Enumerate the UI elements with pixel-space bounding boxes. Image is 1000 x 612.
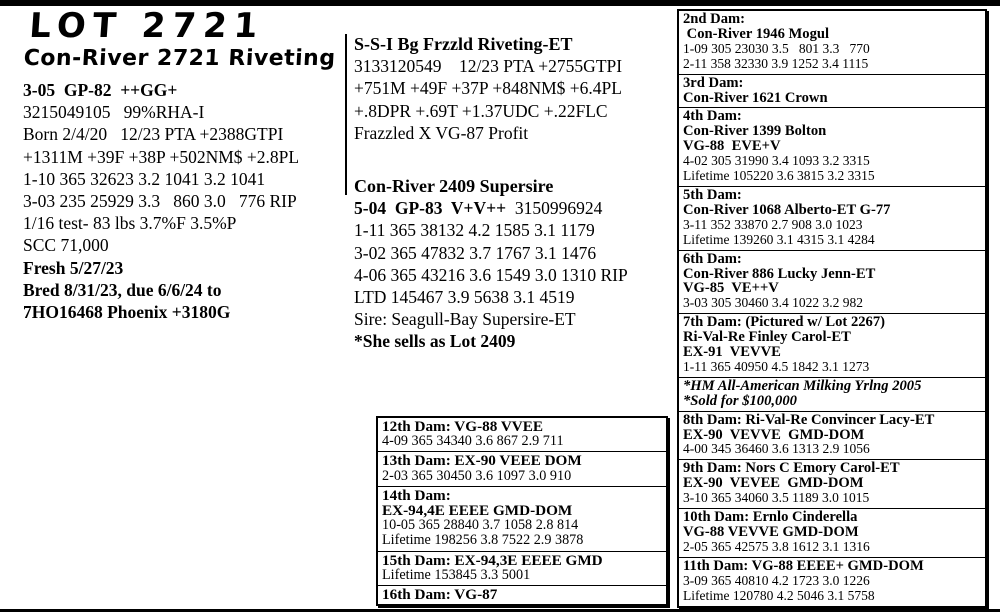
animal-stat-line: 3-03 235 25929 3.3 860 3.0 776 RIP <box>23 191 297 212</box>
dam-entry-heading: 9th Dam: Nors C Emory Carol-ET <box>683 460 900 477</box>
dam-entry-heading: 6th Dam: <box>683 250 742 267</box>
animal-stat-line: 3215049105 99%RHA-I <box>23 102 205 123</box>
dam-entry-heading: 16th Dam: VG-87 <box>382 586 498 604</box>
dam-entry-row <box>378 418 666 452</box>
animal-stat-line: 1/16 test- 83 lbs 3.7%F 3.5%P <box>23 213 237 234</box>
dam-section <box>354 175 672 353</box>
dam-entry-classification: EX-90 VEVVE GMD-DOM <box>683 426 865 443</box>
dam-entry-heading: 5th Dam: <box>683 186 742 203</box>
dam-name-heading: Con-River 2409 Supersire <box>354 176 554 196</box>
dam-entry-row <box>378 552 666 586</box>
dam-stat-line: 3-02 365 47832 3.7 1767 3.1 1476 <box>354 242 597 263</box>
dam-entry-record: 4-09 365 34340 3.6 867 2.9 711 <box>382 433 564 450</box>
animal-stat-line: 1-10 365 32623 3.2 1041 3.2 1041 <box>23 168 266 189</box>
dam-entry-heading: 8th Dam: Ri-Val-Re Convincer Lacy-ET <box>683 411 935 428</box>
dam-entry-row <box>679 509 985 558</box>
sire-pedigree-line: Frazzled X VG-87 Profit <box>354 122 529 143</box>
fresh-date-line: Fresh 5/27/23 <box>23 257 124 278</box>
dam-score-bold: 5-04 GP-83 V+V++ <box>354 198 507 219</box>
sire-name-heading: S-S-I Bg Frzzld Riveting-ET <box>354 34 573 54</box>
maternal-dams-box <box>677 9 987 608</box>
dam-entry-record: 2-03 365 30450 3.6 1097 3.0 910 <box>382 467 572 484</box>
dam-entry-heading: 12th Dam: VG-88 VVEE <box>382 418 544 435</box>
dam-entry-record: 1-09 305 23030 3.5 801 3.3 770 <box>683 40 870 56</box>
extended-dams-box <box>376 416 668 606</box>
dam-entry-classification: EX-90 VEVEE GMD-DOM <box>683 475 864 492</box>
dam-entry-record: Lifetime 198256 3.8 7522 2.9 3878 <box>382 532 584 549</box>
sire-stat-line: 3133120549 12/23 PTA +2755GTPI <box>354 56 623 77</box>
dam-entry-row <box>679 558 985 606</box>
dam-entry-row <box>679 251 985 315</box>
animal-stat-line: SCC 71,000 <box>23 235 109 256</box>
dam-stat-line: 1-11 365 38132 4.2 1585 3.1 1179 <box>354 220 595 241</box>
dam-entry-row <box>679 460 985 509</box>
dam-entry-row <box>679 11 985 75</box>
dam-entry-row <box>679 314 985 378</box>
dam-entry-classification: EX-94,4E EEEE GMD-DOM <box>382 502 573 520</box>
bred-date-line: Bred 8/31/23, due 6/6/24 to <box>23 279 222 300</box>
dam-entry-record: 3-03 305 30460 3.4 1022 3.2 982 <box>683 295 863 311</box>
dam-entry-heading: 11th Dam: VG-88 EEEE+ GMD-DOM <box>683 557 924 574</box>
dam-entry-name: Con-River 1621 Crown <box>683 89 828 106</box>
dam-entry-row <box>679 108 985 187</box>
dam-entry-record: 4-00 345 36460 3.6 1313 2.9 1056 <box>683 441 870 457</box>
sire-stat-line: +751M +49F +37P +848NM$ +6.4PL <box>354 78 622 99</box>
dam-entry-record: 3-11 352 33870 2.7 908 3.0 1023 <box>683 216 863 232</box>
dam-entry-classification: VG-88 EVE+V <box>683 138 781 155</box>
dam-entry-heading: 13th Dam: EX-90 VEEE DOM <box>382 452 582 470</box>
dam-entry-name: Con-River 886 Lucky Jenn-ET <box>683 265 876 282</box>
dam-entry-heading: 7th Dam: (Pictured w/ Lot 2267) <box>683 314 885 331</box>
lot-info-section <box>23 79 343 323</box>
dam-entry-classification: EX-91 VEVVE <box>683 344 781 361</box>
column-divider-rule <box>345 34 347 195</box>
dam-score-line <box>354 197 672 219</box>
dam-entry-row <box>679 412 985 461</box>
dam-entry-record: 2-11 358 32330 3.9 1252 3.4 1115 <box>683 55 869 71</box>
dam-sire-line: Sire: Seagull-Bay Supersire-ET <box>354 309 576 330</box>
dam-entry-row <box>378 452 666 486</box>
dam-entry-heading: 15th Dam: EX-94,3E EEEE GMD <box>382 551 603 569</box>
lot-number-title: LOT 2721 <box>28 6 266 46</box>
dam-stat-line: 4-06 365 43216 3.6 1549 3.0 1310 RIP <box>354 264 628 285</box>
dam-entry-row <box>378 487 666 552</box>
dam-entry-record: 2-05 365 42575 3.8 1612 3.1 1316 <box>683 538 870 554</box>
dam-entry-record: Lifetime 120780 4.2 5046 3.1 5758 <box>683 587 875 603</box>
animal-stat-line: +1311M +39F +38P +502NM$ +2.8PL <box>23 146 300 167</box>
dam-entry-classification: VG-85 VE++V <box>683 280 779 297</box>
dam-entry-heading: 14th Dam: <box>382 486 451 504</box>
dam-entry-record: 4-02 305 31990 3.4 1093 3.2 3315 <box>683 153 870 169</box>
animal-name-heading: Con-River 2721 Riveting <box>23 46 337 71</box>
dam-entry-name: Con-River 1068 Alberto-ET G-77 <box>683 201 891 218</box>
dam-entry-heading: 3rd Dam: <box>683 74 744 91</box>
dam-entry-record: 10-05 365 28840 3.7 1058 2.8 814 <box>382 517 579 534</box>
sire-stat-line: +.8DPR +.69T +1.37UDC +.22FLC <box>354 100 608 121</box>
dam-entry-heading: 2nd Dam: <box>683 11 746 27</box>
animal-stat-line: 3-05 GP-82 ++GG+ <box>23 80 178 100</box>
dam-entry-row <box>378 586 666 604</box>
dam-entry-name: Con-River 1946 Mogul <box>683 25 830 42</box>
dam-entry-record: Lifetime 105220 3.6 3815 3.2 3315 <box>683 168 875 184</box>
sire-section <box>354 33 672 144</box>
dam-entry-record: 3-09 365 40810 4.2 1723 3.0 1226 <box>683 572 870 588</box>
dam-entry-name: Con-River 1399 Bolton <box>683 123 827 140</box>
dam-entry-record: 1-11 365 40950 4.5 1842 3.1 1273 <box>683 358 870 374</box>
dam-entry-heading: 4th Dam: <box>683 108 742 125</box>
dam-stat-line: LTD 145467 3.9 5638 3.1 4519 <box>354 287 575 308</box>
dam-entry-row <box>679 75 985 109</box>
dam-sale-note: *She sells as Lot 2409 <box>354 331 516 352</box>
dam-entry-record: Lifetime 153845 3.3 5001 <box>382 566 531 583</box>
dam-entry-row <box>679 378 985 412</box>
dam-entry-row <box>679 187 985 251</box>
dam-entry-record: 3-10 365 34060 3.5 1189 3.0 1015 <box>683 490 870 506</box>
dam-entry-award-note: *HM All-American Milking Yrlng 2005 <box>683 377 922 394</box>
dam-entry-name: Ri-Val-Re Finley Carol-ET <box>683 329 851 346</box>
service-sire-line: 7HO16468 Phoenix +3180G <box>23 302 231 323</box>
dam-entry-classification: VG-88 VEVVE GMD-DOM <box>683 524 859 540</box>
dam-entry-sale-note: *Sold for $100,000 <box>683 392 797 409</box>
dam-reg-number: 3150996924 <box>506 198 603 219</box>
animal-stat-line: Born 2/4/20 12/23 PTA +2388GTPI <box>23 124 284 145</box>
dam-entry-record: Lifetime 139260 3.1 4315 3.1 4284 <box>683 231 875 247</box>
dam-entry-heading: 10th Dam: Ernlo Cinderella <box>683 509 858 526</box>
